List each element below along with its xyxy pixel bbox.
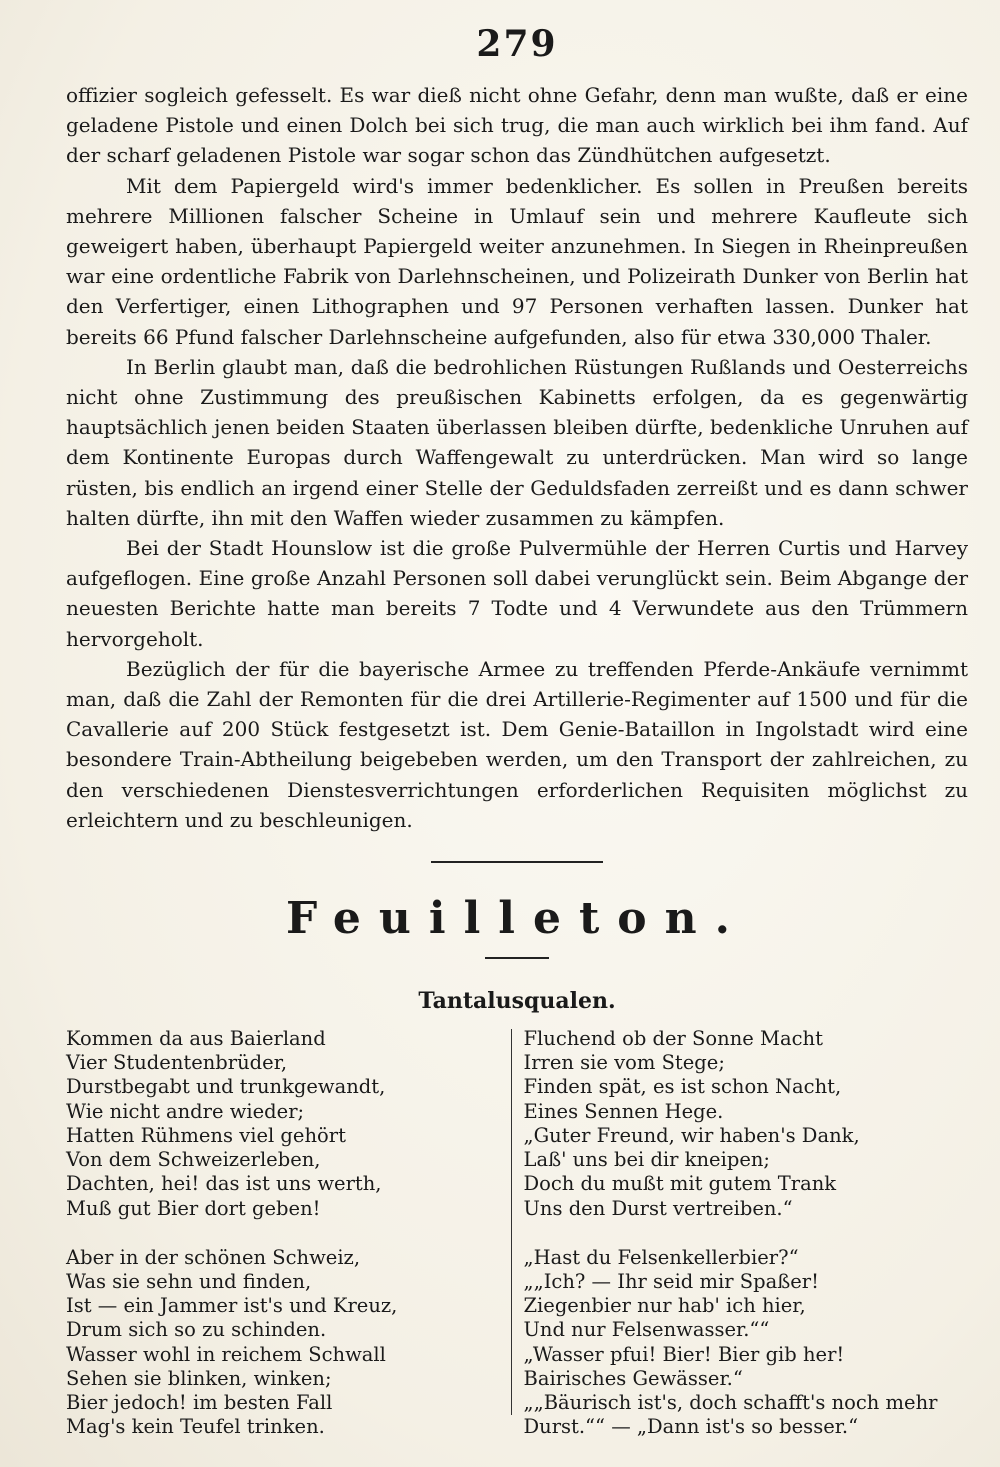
poem-line: Durst.““ — „Dann ist's so besser.“	[523, 1415, 859, 1439]
poem-right-column	[512, 1027, 969, 1464]
heading-underline	[485, 957, 549, 959]
poem-line: „„Ich? — Ihr seid mir Spaßer!	[523, 1269, 819, 1293]
page-number: 279	[476, 23, 558, 65]
poem-line: Finden spät, es ist schon Nacht,	[523, 1075, 842, 1099]
poem-line: Fluchend ob der Sonne Macht	[523, 1027, 823, 1051]
poem-line: Durstbegabt und trunkgewandt,	[66, 1075, 386, 1099]
poem-line: Ziegenbier nur hab' ich hier,	[523, 1294, 806, 1318]
poem-line: Mag's kein Teufel trinken.	[66, 1415, 325, 1439]
poem-line: Sehen sie blinken, winken;	[66, 1366, 332, 1390]
poem-line: Laß' uns bei dir kneipen;	[523, 1148, 770, 1172]
poem-line: Von dem Schweizerleben,	[66, 1148, 321, 1172]
poem-line: Wie nicht andre wieder;	[66, 1099, 305, 1123]
poem-stanza-4	[524, 1246, 969, 1440]
poem-line: Wasser wohl in reichem Schwall	[66, 1342, 386, 1366]
poem-line: Hatten Rühmens viel gehört	[66, 1123, 346, 1147]
poem-line: „Wasser pfui! Bier! Bier gib her!	[523, 1342, 845, 1366]
poem-line: Irren sie vom Stege;	[523, 1051, 725, 1075]
poem-line: Uns den Durst vertreiben.“	[523, 1196, 793, 1220]
poem-line: Aber in der schönen Schweiz,	[66, 1245, 361, 1269]
poem-line: Und nur Felsenwasser.““	[523, 1318, 770, 1342]
poem-title: Tantalusqualen.	[418, 988, 616, 1015]
news-paragraph-1: offizier sogleich gefesselt. Es war dieß nicht ohne Gefahr, denn man wußte, daß er eine geladene Pistole und einen Dolch bei sich trug, die man auch wirklich bei ihm fand. Auf der scharf geladenen Pistole war sogar schon das Zündhütchen aufgesetzt.	[66, 83, 968, 168]
poem-line: Eines Sennen Hege.	[523, 1099, 724, 1123]
poem-line: Muß gut Bier dort geben!	[66, 1196, 321, 1220]
feuilleton-heading: Feuilleton.	[286, 893, 748, 945]
poem-stanza-1	[66, 1027, 511, 1221]
poem-line: „Hast du Felsenkellerbier?“	[523, 1245, 799, 1269]
poem	[66, 1027, 968, 1464]
poem-line: Drum sich so zu schinden.	[66, 1318, 327, 1342]
news-paragraph-2: Mit dem Papiergeld wird's immer bedenklicher. Es sollen in Preußen bereits mehrere Millionen falscher Scheine in Umlauf sein und mehrere Kaufleute sich geweigert haben, überhaupt Papiergeld weiter anzunehmen. In Siegen in Rheinpreußen war eine ordentliche Fabrik von Darlehnscheinen, und Polizeirath Dunker von Berlin hat den Verfertiger, einen Lithographen und 97 Personen verhaften lassen. Dunker hat bereits 66 Pfund falscher Darlehnscheine aufgefunden, also für etwa 330,000 Thaler.	[66, 173, 968, 349]
news-section	[66, 80, 968, 835]
poem-left-column	[66, 1027, 511, 1464]
poem-line: Bier jedoch! im besten Fall	[66, 1390, 333, 1414]
news-paragraph-5: Bezüglich der für die bayerische Armee zu treffenden Pferde-Ankäufe vernimmt man, daß die Zahl der Remonten für die drei Artillerie-Regimenter auf 1500 und für die Cavallerie auf 200 Stück festgesetzt ist. Dem Genie-Bataillon in Ingolstadt wird eine besondere Train-Abtheilung beigebeben werden, um den Transport der zahlreichen, zu den verschiedenen Dienstesverrichtungen erforderlichen Requisiten möglichst zu erleichtern und zu beschleunigen.	[66, 656, 968, 832]
poem-line: Dachten, hei! das ist uns werth,	[66, 1172, 382, 1196]
news-paragraph-4: Bei der Stadt Hounslow ist die große Pulvermühle der Herren Curtis und Harvey aufgeflogen. Eine große Anzahl Personen soll dabei verunglückt sein. Beim Abgange der neuesten Berichte hatte man bereits 7 Todte und 4 Verwundete aus den Trümmern hervorgeholt.	[66, 536, 968, 651]
poem-line: Was sie sehn und finden,	[66, 1269, 312, 1293]
poem-line: Doch du mußt mit gutem Trank	[523, 1172, 837, 1196]
poem-line: „„Bäurisch ist's, doch schafft's noch mehr	[523, 1390, 938, 1414]
news-paragraph-3: In Berlin glaubt man, daß die bedrohlichen Rüstungen Rußlands und Oesterreichs nicht ohne Zustimmung des preußischen Kabinetts erfolgen, da es gegenwärtig hauptsächlich jenen beiden Staaten überlassen bleiben dürfte, bedenkliche Unruhen auf dem Kontinente Europas durch Waffengewalt zu unterdrücken. Man wird so lange rüsten, bis endlich an irgend einer Stelle der Geduldsfaden zerreißt und es dann schwer halten dürfte, ihn mit den Waffen wieder zusammen zu kämpfen.	[66, 354, 968, 530]
poem-stanza-3	[524, 1027, 969, 1221]
poem-line: Ist — ein Jammer ist's und Kreuz,	[66, 1294, 398, 1318]
poem-line: „Guter Freund, wir haben's Dank,	[523, 1123, 860, 1147]
section-divider	[431, 861, 603, 863]
poem-line: Vier Studentenbrüder,	[66, 1051, 288, 1075]
poem-line: Bairisches Gewässer.“	[523, 1366, 743, 1390]
poem-stanza-2	[66, 1246, 511, 1440]
poem-line: Kommen da aus Baierland	[66, 1027, 326, 1051]
